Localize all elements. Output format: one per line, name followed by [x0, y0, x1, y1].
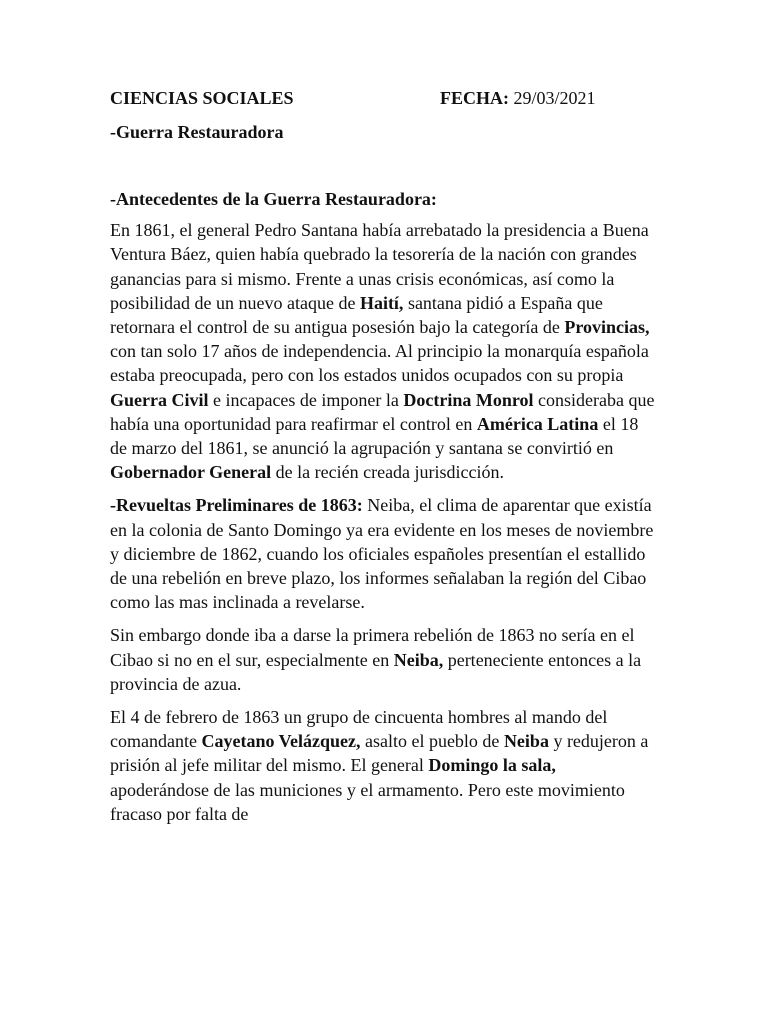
bold-term: Guerra Civil [110, 389, 209, 410]
text-run: de la recién creada jurisdicción. [271, 462, 505, 483]
date-label: FECHA: [440, 88, 509, 108]
bold-term: Neiba, [393, 649, 444, 670]
document-header [110, 86, 596, 110]
section-heading-antecedentes: -Antecedentes de la Guerra Restauradora: [110, 189, 437, 209]
bold-term: Gobernador General [110, 462, 272, 483]
paragraph-antecedentes [110, 218, 658, 484]
text-run: santana pidió a España que retornara el control de su antigua posesión bajo la categoría de [110, 292, 603, 338]
text-run: y redujeron a prisión al jefe militar del mismo. El general [110, 731, 649, 776]
date-value: 29/03/2021 [513, 88, 596, 108]
text-run: El 4 de febrero de 1863 un grupo de cincuenta hombres al mando del comandante [110, 707, 608, 752]
text-run: Neiba, el clima de aparentar que existía en la colonia de Santo Domingo ya era evidente en los meses de noviembre y diciembre de 1862, cuando los oficiales españoles presentían el estallido de una rebelión en breve plazo, los informes señalaban la región del Cibao como las mas inclinada a revelarse. [110, 495, 654, 613]
section-heading-revueltas: -Revueltas Preliminares de 1863: [110, 495, 363, 516]
paragraph-revueltas [110, 493, 658, 614]
text-run: perteneciente entonces a la provincia de azua. [110, 649, 642, 694]
document-body [110, 187, 658, 835]
bold-term: Neiba [503, 731, 549, 752]
text-run: e incapaces de imponer la [208, 389, 404, 410]
bold-term: Haití, [359, 292, 404, 313]
text-run: asalto el pueblo de [360, 731, 504, 752]
text-run: con tan solo 17 años de independencia. Al principio la monarquía española estaba preocupada, pero con los estados unidos ocupados con su propia [110, 341, 649, 386]
bold-term: Doctrina Monrol [403, 389, 534, 410]
paragraph-sin-embargo [110, 623, 658, 696]
text-run: consideraba que había una oportunidad para reafirmar el control en [110, 389, 655, 434]
text-run: Sin embargo donde iba a darse la primera rebelión de 1863 no sería en el Cibao si no en el sur, especialmente en [110, 625, 635, 670]
bold-term: Provincias, [564, 317, 650, 338]
document-subtitle: -Guerra Restauradora [110, 122, 284, 142]
text-run: apoderándose de las municiones y el armamento. Pero este movimiento fracaso por falta de [110, 779, 625, 824]
subject-title: CIENCIAS SOCIALES [110, 88, 294, 108]
bold-term: Cayetano Velázquez, [201, 731, 361, 752]
bold-term: Domingo la sala, [428, 755, 556, 776]
bold-term: América Latina [476, 413, 599, 434]
date-field [440, 86, 596, 110]
text-run: el 18 de marzo del 1861, se anunció la agrupación y santana se convirtió en [110, 413, 639, 459]
paragraph-4-febrero [110, 705, 658, 826]
text-run: En 1861, el general Pedro Santana había arrebatado la presidencia a Buena Ventura Báez, quien había quebrado la tesorería de la nación con grandes ganancias para si mismo. Frente a unas crisis económicas, así como la posibilidad de un nuevo ataque de [110, 220, 649, 313]
